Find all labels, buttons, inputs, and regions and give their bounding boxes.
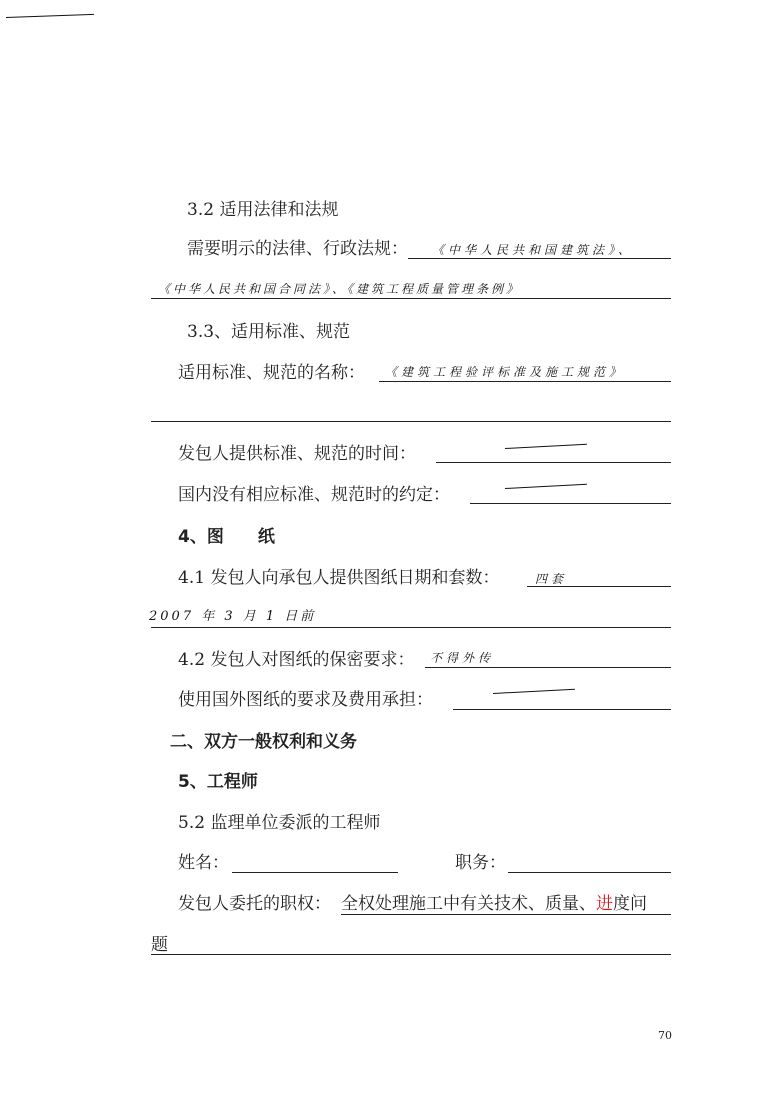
- laws-handwritten-1: 《中华人民共和国建筑法》、: [432, 243, 635, 257]
- standards-time-underline: [436, 462, 671, 463]
- section-3-2-title: 3.2 适用法律和法规: [187, 200, 339, 220]
- scan-mark-line: [6, 14, 94, 18]
- authority-label: 发包人委托的职权：: [178, 894, 331, 914]
- drawings-confidentiality-handwritten: 不得外传: [430, 651, 495, 665]
- standards-blank-line: [151, 421, 671, 422]
- drawings-confidentiality-label: 4.2 发包人对图纸的保密要求：: [178, 650, 415, 670]
- section-5-2-title: 5.2 监理单位委派的工程师: [178, 813, 381, 833]
- laws-label: 需要明示的法律、行政法规：: [187, 239, 408, 259]
- no-standards-dash: [505, 484, 587, 489]
- authority-text-part-a: 全权处理施工中有关技术、质量、: [341, 894, 596, 914]
- drawings-date-handwritten: 2007 年 3 月 1 日前: [149, 609, 317, 624]
- no-standards-label: 国内没有相应标准、规范时的约定：: [178, 485, 450, 505]
- engineer-post-underline: [508, 872, 671, 873]
- section-5-title: 5、工程师: [178, 772, 258, 792]
- engineer-name-underline: [232, 872, 398, 873]
- standards-time-dash: [505, 444, 587, 449]
- drawings-sets-handwritten: 四套: [535, 572, 568, 586]
- authority-text-part-b: 度问: [613, 894, 647, 914]
- laws-underline-1: [408, 258, 671, 259]
- drawings-date-underline: [527, 586, 671, 587]
- authority-text-continued: 题: [151, 935, 168, 955]
- authority-continued-underline: [151, 954, 671, 955]
- page-number: 70: [658, 1029, 672, 1042]
- standards-time-label: 发包人提供标准、规范的时间：: [178, 444, 416, 464]
- foreign-drawings-dash: [493, 689, 575, 694]
- part-2-title: 二、双方一般权利和义务: [170, 732, 357, 752]
- laws-underline-2: [151, 298, 671, 299]
- laws-handwritten-2: 《中华人民共和国合同法》、《建筑工程质量管理条例》: [158, 282, 522, 296]
- engineer-post-label: 职务：: [455, 853, 506, 873]
- drawings-date-label: 4.1 发包人向承包人提供图纸日期和套数：: [178, 568, 500, 588]
- foreign-drawings-underline: [453, 709, 671, 710]
- standards-name-underline: [379, 381, 671, 382]
- section-4-title: 4、图 纸: [178, 527, 275, 547]
- drawings-date-underline-2: [151, 627, 671, 628]
- section-3-3-title: 3.3、适用标准、规范: [187, 322, 351, 342]
- authority-text: [341, 894, 671, 915]
- no-standards-underline: [470, 503, 671, 504]
- foreign-drawings-label: 使用国外图纸的要求及费用承担：: [178, 690, 433, 710]
- engineer-name-label: 姓名：: [178, 853, 229, 873]
- drawings-confidentiality-underline: [425, 667, 671, 668]
- standards-name-label: 适用标准、规范的名称：: [178, 363, 365, 383]
- authority-text-red-char: 进: [596, 894, 613, 914]
- standards-name-handwritten: 《建筑工程验评标准及施工规范》: [385, 365, 626, 379]
